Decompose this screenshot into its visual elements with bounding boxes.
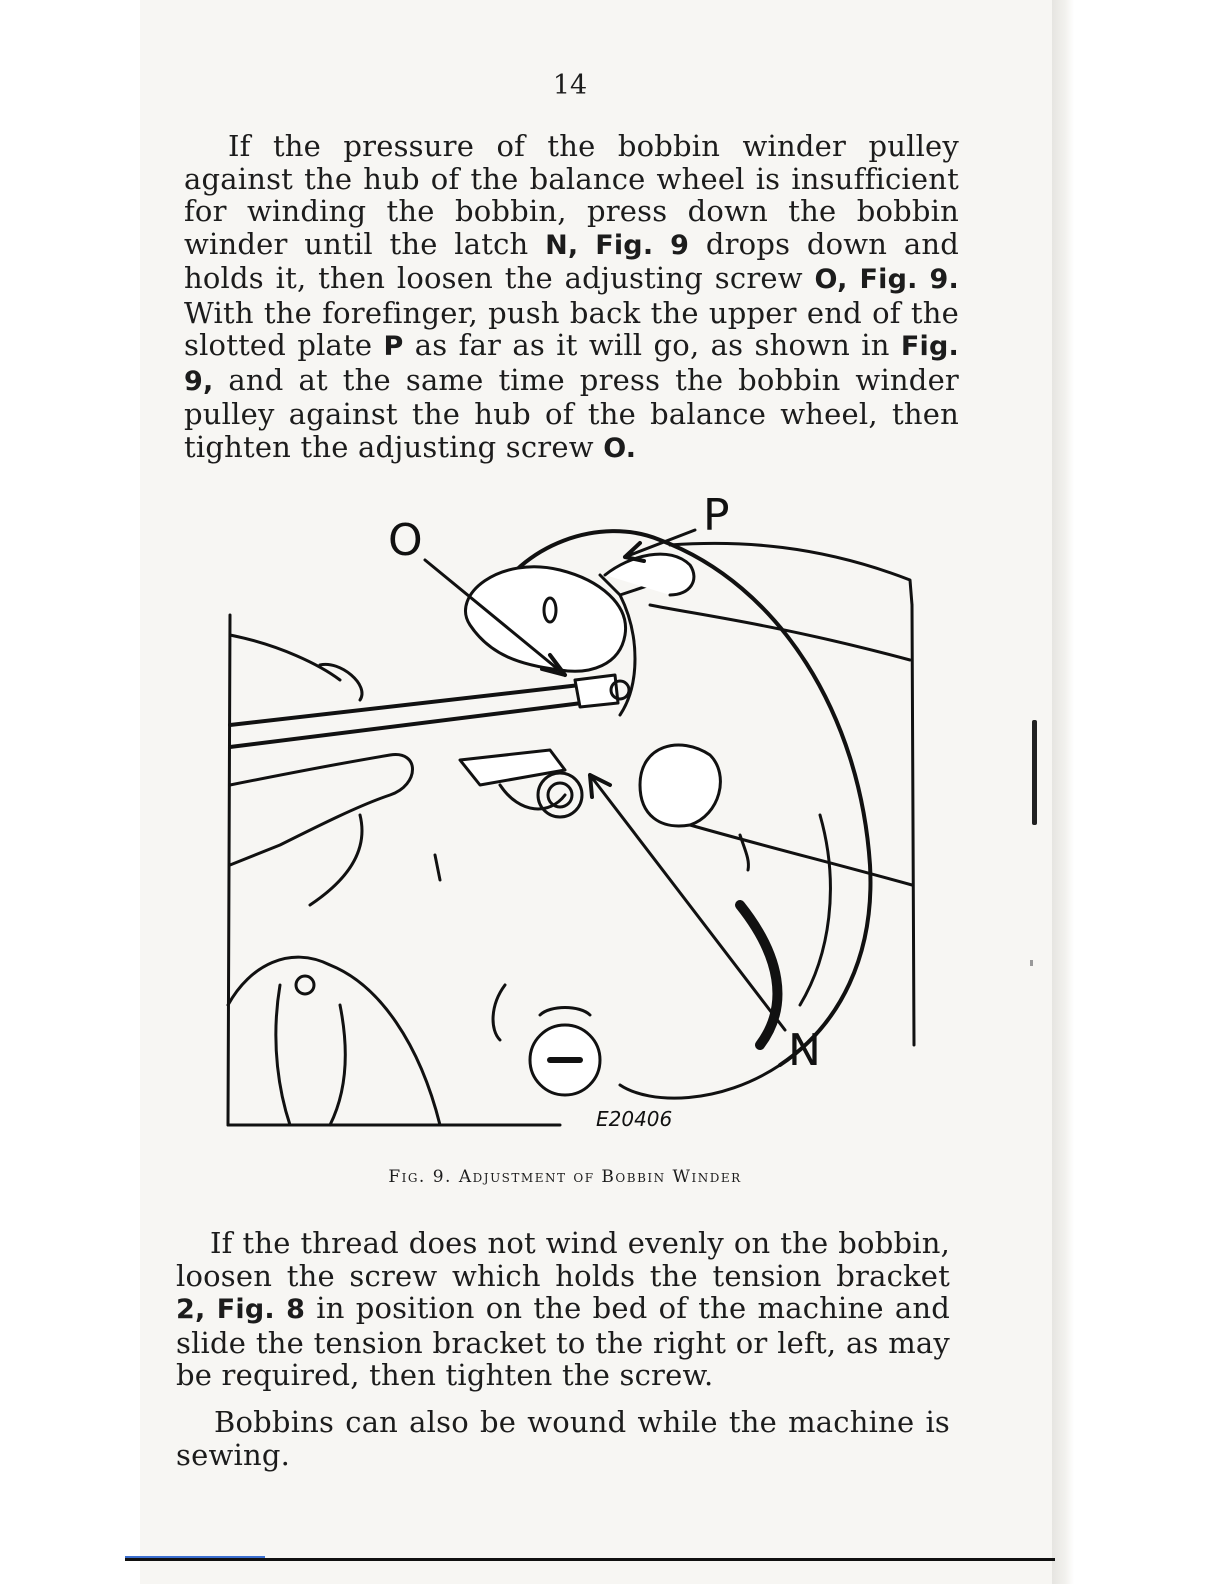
screwdriver-shaft-top bbox=[230, 685, 580, 725]
detail-stroke-2 bbox=[493, 985, 505, 1040]
bobbin-pulley-hub bbox=[548, 783, 572, 807]
paragraph-bobbin-pressure bbox=[184, 130, 959, 465]
scan-edge-speck bbox=[1030, 960, 1033, 966]
page-number: 14 bbox=[552, 70, 588, 101]
left-hand-fingers bbox=[230, 755, 413, 865]
scan-edge-mark bbox=[1032, 720, 1037, 825]
paragraph-wound-while-sewing: Bobbins can also be wound while the machine is sewing. bbox=[176, 1405, 950, 1472]
screwdriver-shaft-bottom bbox=[230, 703, 582, 747]
ref-fig-8: 2, Fig. 8 bbox=[176, 1294, 306, 1325]
paragraph-text: as far as it will go, as shown in bbox=[403, 328, 901, 362]
right-thumb-base bbox=[690, 825, 912, 885]
left-hand-top bbox=[230, 635, 340, 680]
cover-screw bbox=[296, 976, 314, 994]
paragraph-text: in position on the bed of the machine and slide the tension bracket to the right or left, as may be required, then tighten the screw. bbox=[176, 1291, 950, 1392]
frame-right-line bbox=[912, 605, 914, 1045]
right-hand-top bbox=[670, 543, 912, 605]
latch-n bbox=[460, 750, 565, 785]
figure-code: E20406 bbox=[596, 1107, 673, 1131]
paragraph-text: drops down and holds it, then loosen the adjusting screw bbox=[184, 226, 959, 295]
right-hand-lower bbox=[650, 605, 910, 660]
lower-cover-plate bbox=[228, 957, 440, 1125]
screw-boss bbox=[540, 1008, 590, 1016]
label-o: O bbox=[388, 515, 423, 566]
ref-screw-o-final: O. bbox=[603, 432, 637, 464]
right-thumb bbox=[640, 745, 720, 826]
left-hand-curve bbox=[310, 815, 362, 905]
frame-left-line bbox=[228, 615, 230, 1125]
scan-bottom-rule-accent bbox=[125, 1556, 265, 1558]
figure-caption: Fig. 9. Adjustment of Bobbin Winder bbox=[388, 1167, 742, 1187]
wheel-inner-curve bbox=[800, 815, 830, 1005]
detail-stroke-1 bbox=[435, 855, 440, 880]
right-finger-top bbox=[605, 554, 694, 595]
lower-cover-arc1 bbox=[276, 985, 290, 1125]
label-n: N bbox=[788, 1025, 821, 1076]
ref-latch-n: N, Fig. 9 bbox=[545, 229, 690, 261]
bobbin-pulley bbox=[538, 773, 582, 817]
paragraph-text: With the forefinger, push back the upper end of the slotted plate bbox=[184, 295, 959, 362]
ref-fig-9: Fig. 9, bbox=[184, 331, 959, 397]
bobbin-winder-drawing bbox=[220, 485, 940, 1145]
paragraph-text: If the pressure of the bobbin winder pulley against the hub of the balance wheel is insufficient for winding the bobbin, press down the bobbin winder until the latch bbox=[184, 129, 959, 261]
wheel-spoke-shadow bbox=[740, 905, 777, 1045]
paragraph-text: If the thread does not wind evenly on the bobbin, loosen the screw which holds the tension bracket bbox=[176, 1226, 950, 1293]
page-edge-shadow bbox=[1052, 0, 1074, 1584]
scan-bottom-rule bbox=[125, 1558, 1055, 1561]
figure-bobbin-winder-illustration bbox=[220, 485, 940, 1145]
wheel-lower-rim bbox=[620, 1065, 780, 1098]
paragraph-thread-uneven bbox=[176, 1227, 950, 1392]
ref-screw-o: O, Fig. 9. bbox=[814, 264, 959, 295]
label-p: P bbox=[703, 490, 730, 541]
ref-plate-p: P bbox=[383, 331, 404, 362]
lower-cover-arc2 bbox=[330, 1005, 345, 1125]
paragraph-text: and at the same time press the bobbin winder pulley against the hub of the balance wheel, then tighten the adjusting screw bbox=[184, 362, 959, 464]
